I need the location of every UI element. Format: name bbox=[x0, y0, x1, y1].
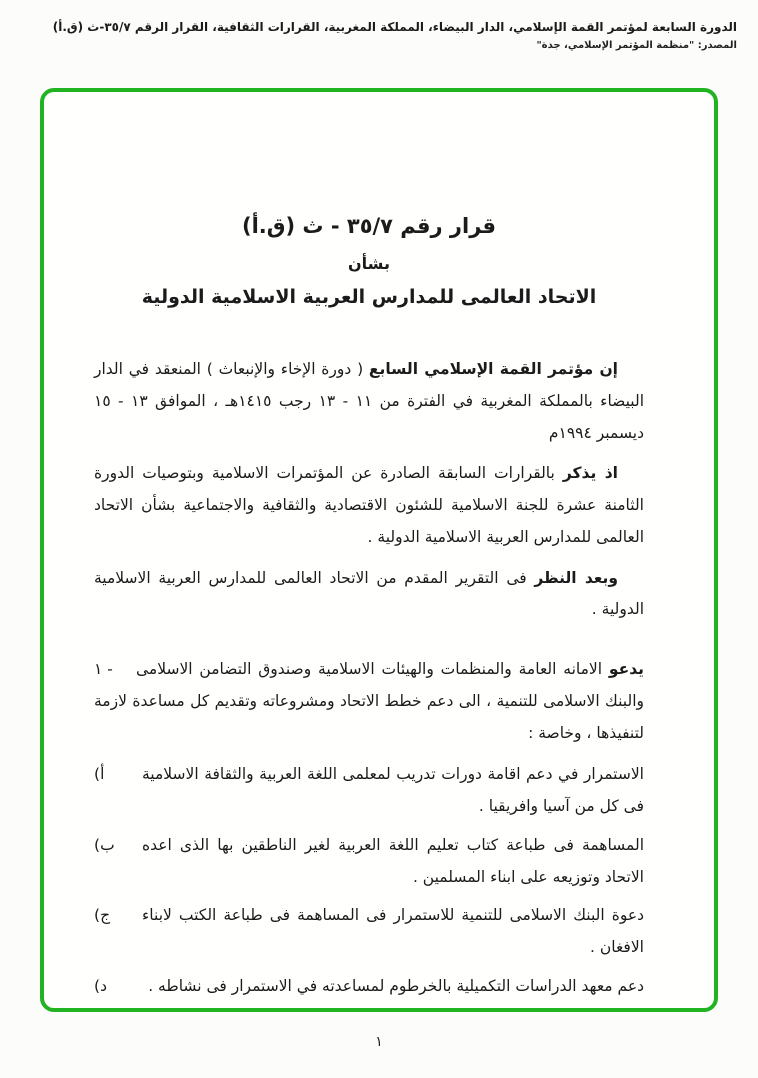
sub-clause-letter-a: (أ bbox=[94, 765, 105, 784]
paragraph-lead: وبعد النظر bbox=[534, 568, 618, 587]
sub-clause-c bbox=[94, 900, 644, 964]
clause-number-marker: ١ - bbox=[94, 660, 113, 679]
resolution-clause-1 bbox=[94, 654, 644, 749]
page-content bbox=[44, 92, 714, 1008]
clause-lead: يدعو bbox=[608, 660, 644, 679]
clause-text: الامانه العامة والمنظمات والهيئات الاسلامية وصندوق التضامن الاسلامى والبنك الاسلامى للتنمية ، الى دعم خطط الاتحاد ومشروعاته وتقديم كل مساعدة لازمة لتنفيذها ، وخاصة : bbox=[94, 660, 644, 742]
scanned-page-frame bbox=[40, 88, 718, 1012]
sub-clause-text: الاستمرار في دعم اقامة دورات تدريب لمعلمى اللغة العربية والثقافة الاسلامية فى كل من آسيا وافريقيا . bbox=[142, 765, 644, 816]
resolution-subject: الاتحاد العالمى للمدارس العربية الاسلامية الدولية bbox=[141, 286, 597, 308]
header-line-1: الدورة السابعة لمؤتمر القمة الإسلامي، الدار البيضاء، المملكة المغربية، القرارات الثقافية، القرار الرقم ٣٥/٧-ث (ق.أ) bbox=[52, 20, 737, 34]
page-number: ١ bbox=[375, 1034, 383, 1050]
paragraph-text: فى التقرير المقدم من الاتحاد العالمى للمدارس العربية الاسلامية الدولية . bbox=[94, 568, 644, 619]
having-considered-paragraph bbox=[94, 563, 644, 627]
resolution-title bbox=[94, 214, 644, 308]
resolution-regarding: بشأن bbox=[348, 254, 390, 273]
sub-clause-letter-d: (د bbox=[94, 977, 107, 996]
sub-clause-a bbox=[94, 759, 644, 823]
sub-clause-letter-c: (ج bbox=[94, 906, 111, 925]
sub-clause-d bbox=[94, 971, 644, 1003]
paragraph-text: بالقرارات السابقة الصادرة عن المؤتمرات الاسلامية وبتوصيات الدورة الثامنة عشرة للجنة الاسلامية للشئون الاقتصادية والثقافية والاجتماعية بشأن الاتحاد العالمى للمدارس العربية الاسلامية الدولية . bbox=[94, 464, 644, 546]
preamble-paragraph bbox=[94, 354, 644, 449]
catalog-header bbox=[20, 18, 737, 51]
paragraph-lead: اذ يذكر bbox=[562, 464, 618, 483]
sub-clause-b bbox=[94, 830, 644, 894]
sub-clause-text: دعوة البنك الاسلامى للتنمية للاستمرار فى المساهمة فى طباعة الكتب لابناء الافغان . bbox=[142, 906, 644, 957]
sub-clause-letter-b: (ب bbox=[94, 835, 115, 854]
sub-clause-text: المساهمة فى طباعة كتاب تعليم اللغة العربية لغير الناطقين بها الذى اعده الاتحاد وتوزيعه على ابناء المسلمين . bbox=[142, 835, 644, 886]
sub-clause-text: دعم معهد الدراسات التكميلية بالخرطوم لمساعدته في الاستمرار فى نشاطه . bbox=[148, 977, 644, 996]
resolution-body bbox=[94, 354, 644, 1003]
paragraph-lead: إن مؤتمر القمة الإسلامي السابع bbox=[368, 360, 618, 378]
paragraph-text: ( دورة الإخاء والإنبعاث ) المنعقد في الدار البيضاء بالمملكة المغربية في الفترة من ١١ - ١٣ رجب ١٤١٥هـ ، الموافق ١٣ - ١٥ ديسمبر ١٩٩٤م bbox=[94, 360, 645, 442]
recalling-paragraph bbox=[94, 458, 644, 553]
resolution-number: قرار رقم ٣٥/٧ - ث (ق.أ) bbox=[241, 214, 497, 238]
header-source-line: المصدر: "منظمة المؤتمر الإسلامي، جدة" bbox=[536, 40, 737, 51]
